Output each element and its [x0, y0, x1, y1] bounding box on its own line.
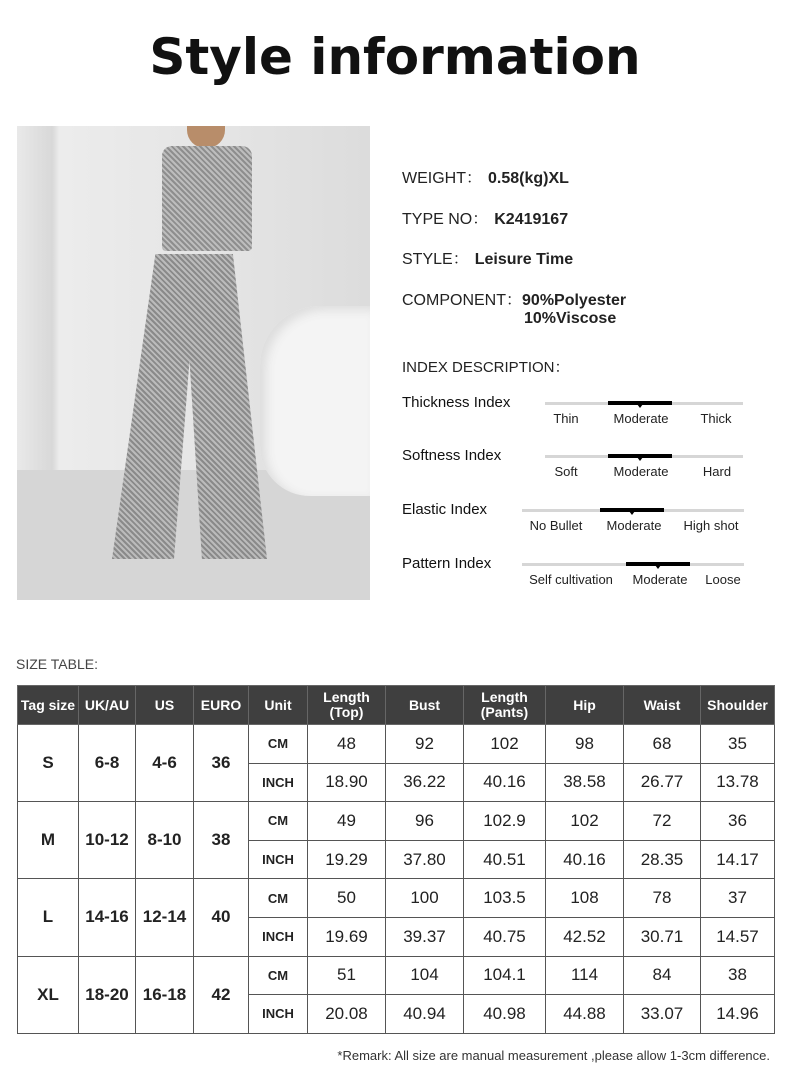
measurement-cell: 92	[386, 725, 464, 764]
softness-index-option: Soft	[554, 464, 578, 479]
pattern-index-selected-marker	[626, 562, 690, 566]
elastic-index-option: High shot	[683, 518, 739, 533]
thickness-index-option: Thin	[553, 411, 579, 426]
column-header: Hip	[546, 686, 624, 725]
measurement-cell: 33.07	[624, 995, 701, 1034]
column-header: Waist	[624, 686, 701, 725]
measurement-cell: 44.88	[546, 995, 624, 1034]
measurement-cell: 103.5	[464, 879, 546, 918]
measurement-cell: 19.29	[308, 840, 386, 879]
measurement-cell: 51	[308, 956, 386, 995]
unit-cell: INCH	[249, 840, 308, 879]
column-header: Length (Top)	[308, 686, 386, 725]
us-size: 16-18	[136, 956, 194, 1033]
column-header: US	[136, 686, 194, 725]
pattern-index-option: Moderate	[632, 572, 688, 587]
measurement-cell: 48	[308, 725, 386, 764]
column-header: Length (Pants)	[464, 686, 546, 725]
uk-size: 10-12	[79, 802, 136, 879]
measurement-cell: 68	[624, 725, 701, 764]
softness-index-label: Softness Index	[402, 447, 502, 464]
product-photo	[17, 126, 370, 600]
softness-index-option: Hard	[702, 464, 732, 479]
elastic-index-option: No Bullet	[529, 518, 583, 533]
tag-size: S	[18, 725, 79, 802]
euro-size: 36	[194, 725, 249, 802]
measurement-cell: 14.17	[701, 840, 775, 879]
measurement-cell: 40.51	[464, 840, 546, 879]
euro-size: 38	[194, 802, 249, 879]
measurement-cell: 35	[701, 725, 775, 764]
measurement-cell: 30.71	[624, 917, 701, 956]
measurement-cell: 114	[546, 956, 624, 995]
unit-cell: INCH	[249, 917, 308, 956]
measurement-cell: 37	[701, 879, 775, 918]
column-header: EURO	[194, 686, 249, 725]
us-size: 8-10	[136, 802, 194, 879]
measurement-cell: 38.58	[546, 763, 624, 802]
thickness-index-label: Thickness Index	[402, 394, 511, 411]
index-title: INDEX DESCRIPTION：	[402, 359, 570, 376]
measurement-cell: 13.78	[701, 763, 775, 802]
measurement-cell: 84	[624, 956, 701, 995]
tag-size: L	[18, 879, 79, 956]
thickness-index-scale	[545, 402, 743, 405]
table-row	[18, 802, 775, 841]
measurement-cell: 14.96	[701, 995, 775, 1034]
measurement-cell: 104	[386, 956, 464, 995]
uk-size: 6-8	[79, 725, 136, 802]
measurement-cell: 100	[386, 879, 464, 918]
remark: *Remark: All size are manual measurement ,please allow 1-3cm difference.	[337, 1048, 770, 1063]
measurement-cell: 40.94	[386, 995, 464, 1034]
uk-size: 14-16	[79, 879, 136, 956]
unit-cell: INCH	[249, 763, 308, 802]
measurement-cell: 40.98	[464, 995, 546, 1034]
measurement-cell: 14.57	[701, 917, 775, 956]
style-row: STYLE： Leisure Time	[402, 251, 574, 268]
size-table	[17, 685, 775, 1034]
measurement-cell: 72	[624, 802, 701, 841]
softness-index-option: Moderate	[613, 464, 669, 479]
measurement-cell: 38	[701, 956, 775, 995]
measurement-cell: 108	[546, 879, 624, 918]
tag-size: M	[18, 802, 79, 879]
measurement-cell: 78	[624, 879, 701, 918]
size-table-label: SIZE TABLE:	[16, 656, 98, 672]
euro-size: 40	[194, 879, 249, 956]
measurement-cell: 40.16	[546, 840, 624, 879]
pattern-index-label: Pattern Index	[402, 555, 492, 572]
measurement-cell: 36	[701, 802, 775, 841]
measurement-cell: 102.9	[464, 802, 546, 841]
measurement-cell: 104.1	[464, 956, 546, 995]
pattern-index-option: Loose	[705, 572, 741, 587]
column-header: Unit	[249, 686, 308, 725]
column-header: Shoulder	[701, 686, 775, 725]
page-title: Style information	[149, 28, 641, 86]
measurement-cell: 39.37	[386, 917, 464, 956]
thickness-index-selected-marker	[608, 401, 672, 405]
unit-cell: CM	[249, 879, 308, 918]
measurement-cell: 36.22	[386, 763, 464, 802]
column-header: Bust	[386, 686, 464, 725]
softness-index-scale	[545, 455, 743, 458]
unit-cell: CM	[249, 802, 308, 841]
measurement-cell: 18.90	[308, 763, 386, 802]
measurement-cell: 42.52	[546, 917, 624, 956]
measurement-cell: 49	[308, 802, 386, 841]
elastic-index-option: Moderate	[606, 518, 662, 533]
measurement-cell: 20.08	[308, 995, 386, 1034]
measurement-cell: 40.16	[464, 763, 546, 802]
us-size: 4-6	[136, 725, 194, 802]
unit-cell: INCH	[249, 995, 308, 1034]
measurement-cell: 26.77	[624, 763, 701, 802]
us-size: 12-14	[136, 879, 194, 956]
softness-index-selected-marker	[608, 454, 672, 458]
table-row	[18, 956, 775, 995]
elastic-index-label: Elastic Index	[402, 501, 488, 518]
tag-size: XL	[18, 956, 79, 1033]
measurement-cell: 98	[546, 725, 624, 764]
elastic-index-selected-marker	[600, 508, 664, 512]
pattern-index-option: Self cultivation	[529, 572, 613, 587]
elastic-index-scale	[522, 509, 744, 512]
measurement-cell: 50	[308, 879, 386, 918]
measurement-cell: 37.80	[386, 840, 464, 879]
measurement-cell: 28.35	[624, 840, 701, 879]
weight-row: WEIGHT： 0.58(kg)XL	[402, 170, 569, 187]
euro-size: 42	[194, 956, 249, 1033]
component-row: COMPONENT：90%Polyester 10%Viscose	[402, 292, 627, 327]
measurement-cell: 19.69	[308, 917, 386, 956]
thickness-index-option: Moderate	[613, 411, 669, 426]
table-row	[18, 879, 775, 918]
unit-cell: CM	[249, 725, 308, 764]
type-row: TYPE NO： K2419167	[402, 211, 569, 228]
pattern-index-scale	[522, 563, 744, 566]
measurement-cell: 102	[464, 725, 546, 764]
measurement-cell: 102	[546, 802, 624, 841]
column-header: UK/AU	[79, 686, 136, 725]
table-row	[18, 725, 775, 764]
uk-size: 18-20	[79, 956, 136, 1033]
column-header: Tag size	[18, 686, 79, 725]
measurement-cell: 96	[386, 802, 464, 841]
measurement-cell: 40.75	[464, 917, 546, 956]
unit-cell: CM	[249, 956, 308, 995]
thickness-index-option: Thick	[700, 411, 732, 426]
